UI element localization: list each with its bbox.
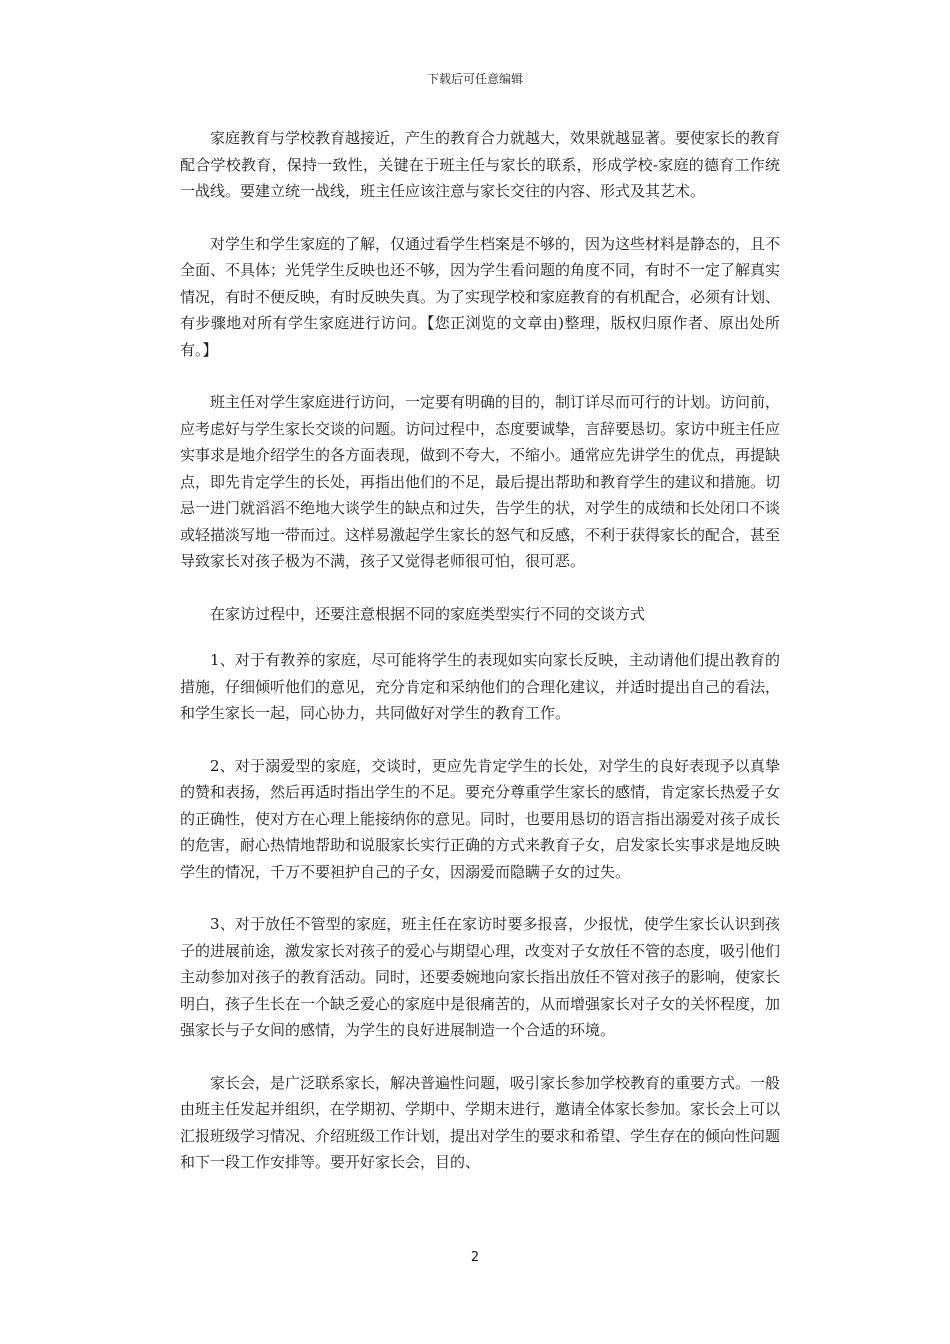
document-body xyxy=(180,125,780,1202)
paragraph-3: 班主任对学生家庭进行访问，一定要有明确的目的，制订详尽而可行的计划。访问前，应考虑好与学生家长交谈的问题。访问过程中，态度要诚挚，言辞要恳切。家访中班主任应实事求是地介绍学生的各方面表现，做到不夸大，不缩小。通常应先讲学生的优点，再提缺点，即先肯定学生的长处，再指出他们的不足，最后提出帮助和教育学生的建议和措施。切忌一进门就滔滔不绝地大谈学生的缺点和过失，告学生的状，对学生的成绩和长处闭口不谈或轻描淡写地一带而过。这样易激起学生家长的怒气和反感，不利于获得家长的配合，甚至导致家长对孩子极为不满，孩子又觉得老师很可怕，很可恶。 xyxy=(180,393,781,570)
paragraph-6: 2、对于溺爱型的家庭，交谈时，更应先肯定学生的长处，对学生的良好表现予以真挚的赞和表扬，然后再适时指出学生的不足。要充分尊重学生家长的感情，肯定家长热爱子女的正确性，使对方在心理上能接纳你的意见。同时，也要用恳切的语言指出溺爱对孩子成长的危害，耐心热情地帮助和说服家长实行正确的方式来教育子女，启发家长实事求是地反映学生的情况，千万不要袒护自己的子女，因溺爱而隐瞒子女的过失。 xyxy=(180,756,781,881)
paragraph-1: 家庭教育与学校教育越接近，产生的教育合力就越大，效果就越显著。要使家长的教育配合学校教育，保持一致性，关键在于班主任与家长的联系，形成学校-家庭的德育工作统一战线。要建立统一战线，班主任应该注意与家长交往的内容、形式及其艺术。 xyxy=(180,129,781,200)
paragraph-5: 1、对于有教养的家庭，尽可能将学生的表现如实向家长反映，主动请他们提出教育的措施，仔细倾听他们的意见，充分肯定和采纳他们的合理化建议，并适时提出自己的看法，和学生家长一起，同心协力，共同做好对学生的教育工作。 xyxy=(180,651,781,722)
page-number: 2 xyxy=(470,1250,480,1265)
paragraph-7: 3、对于放任不管型的家庭，班主任在家访时要多报喜，少报忧，使学生家长认识到孩子的进展前途，激发家长对孩子的爱心与期望心理，改变对子女放任不管的态度，吸引他们主动参加对孩子的教育活动。同时，还要委婉地向家长指出放任不管对孩子的影响，使家长明白，孩子生长在一个缺乏爱心的家庭中是很痛苦的，从而增强家长对子女的关怀程度，加强家长与子女间的感情，为学生的良好进展制造一个合适的环境。 xyxy=(180,915,781,1039)
paragraph-2: 对学生和学生家庭的了解，仅通过看学生档案是不够的，因为这些材料是静态的，且不全面、不具体；光凭学生反映也还不够，因为学生看问题的角度不同，有时不一定了解真实情况，有时不便反映，有时反映失真。为了实现学校和家庭教育的有机配合，必须有计划、有步骤地对所有学生家庭进行访问。【您正浏览的文章由)整理，版权归原作者、原出处所有。】 xyxy=(180,234,781,359)
page-header: 下载后可任意编辑 xyxy=(426,72,523,86)
paragraph-8: 家长会，是广泛联系家长，解决普遍性问题，吸引家长参加学校教育的重要方式。一般由班主任发起并组织，在学期初、学期中、学期末进行，邀请全体家长参加。家长会上可以汇报班级学习情况、介绍班级工作计划，提出对学生的要求和希望、学生存在的倾向性问题和下一段工作安排等。要开好家长会，目的、 xyxy=(180,1073,781,1171)
paragraph-4: 在家访过程中，还要注意根据不同的家庭类型实行不同的交谈方式 xyxy=(210,604,646,623)
